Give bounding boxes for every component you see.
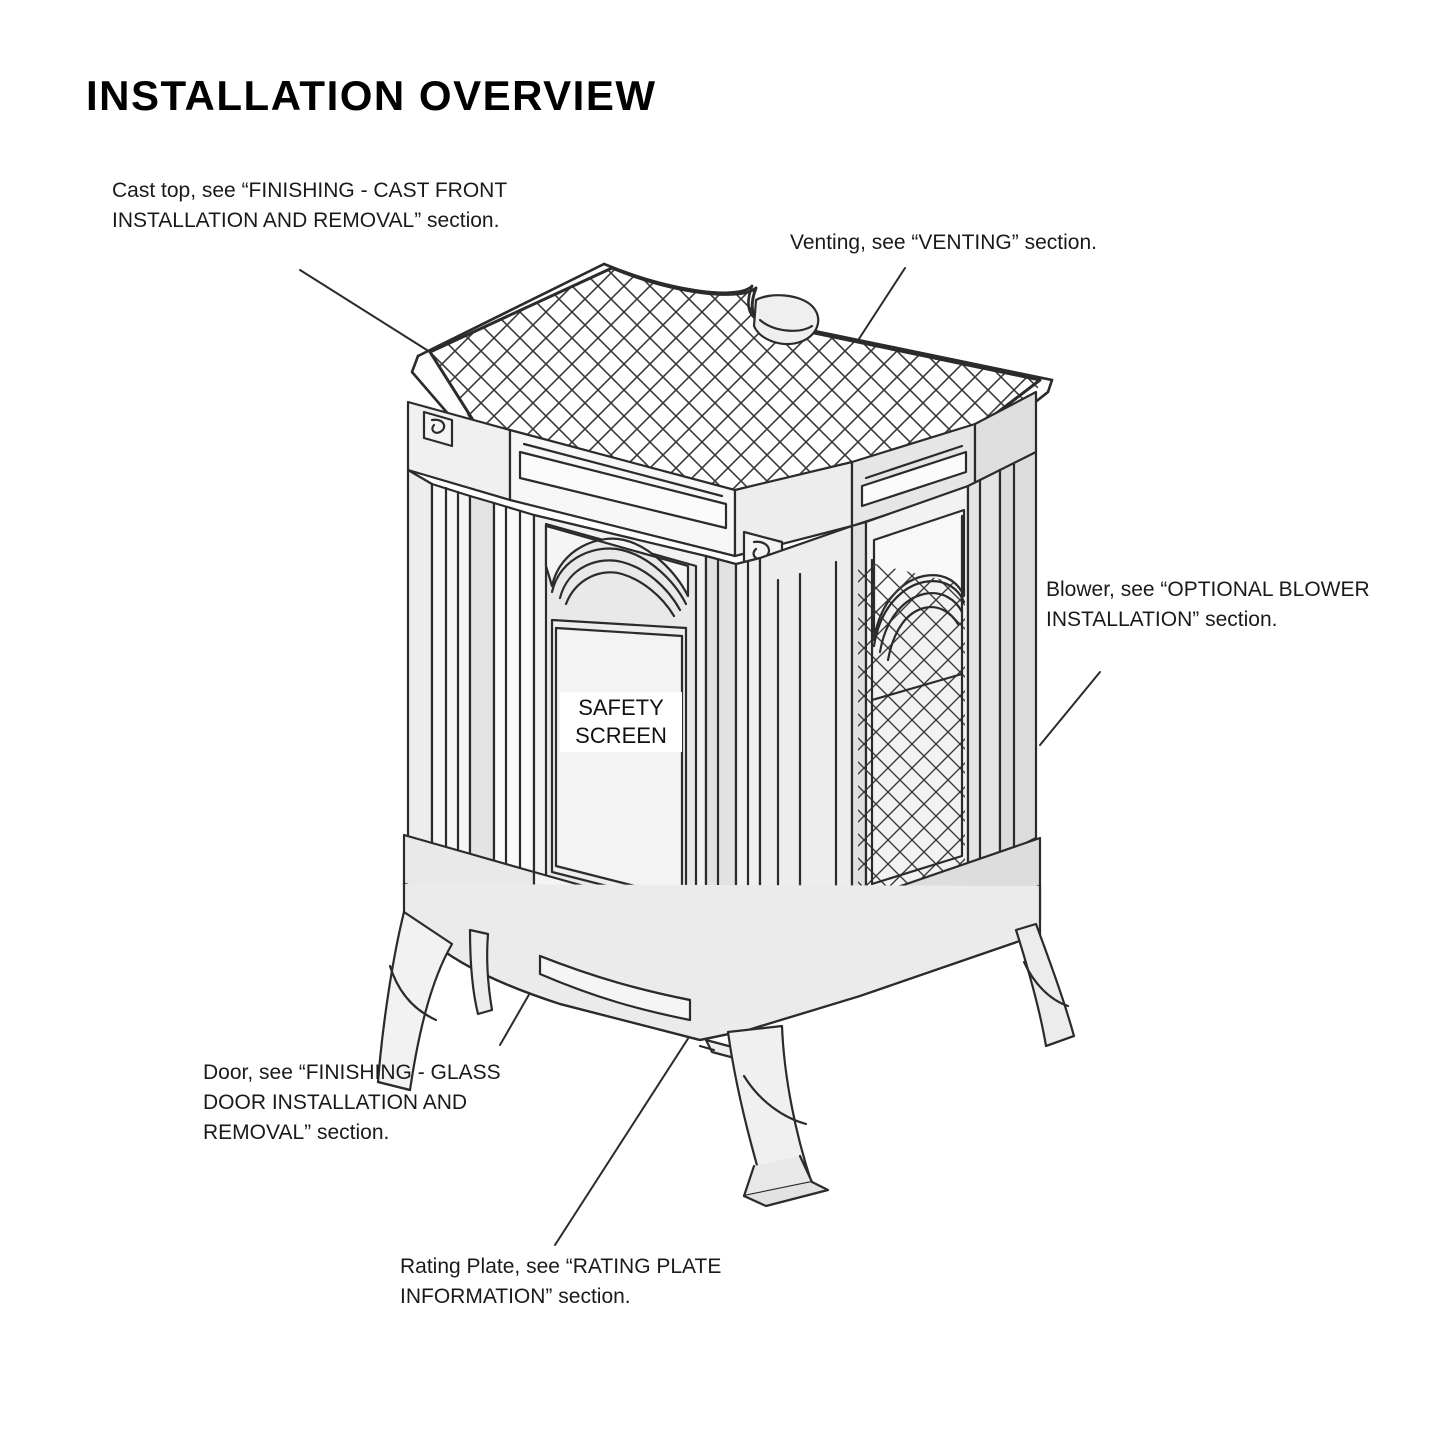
callout-venting: Venting, see “VENTING” section. <box>790 231 1097 254</box>
callout-door: Door, see “FINISHING - GLASS DOOR INSTALLATION AND REMOVAL” section. <box>203 1061 501 1144</box>
callout-cast-top: Cast top, see “FINISHING - CAST FRONT INSTALLATION AND REMOVAL” section. <box>112 179 507 232</box>
page-title: INSTALLATION OVERVIEW <box>86 72 657 119</box>
leg-right <box>1016 924 1074 1046</box>
callout-rating-plate: Rating Plate, see “RATING PLATE INFORMATION” section. <box>400 1255 722 1308</box>
callout-blower: Blower, see “OPTIONAL BLOWER INSTALLATION” section. <box>1046 578 1370 631</box>
leg-front-center <box>728 1026 828 1206</box>
left-pilaster <box>408 470 534 888</box>
flue-collar <box>754 295 818 344</box>
center-pilaster <box>706 556 760 940</box>
safety-screen-label: SAFETY SCREEN <box>560 692 682 752</box>
